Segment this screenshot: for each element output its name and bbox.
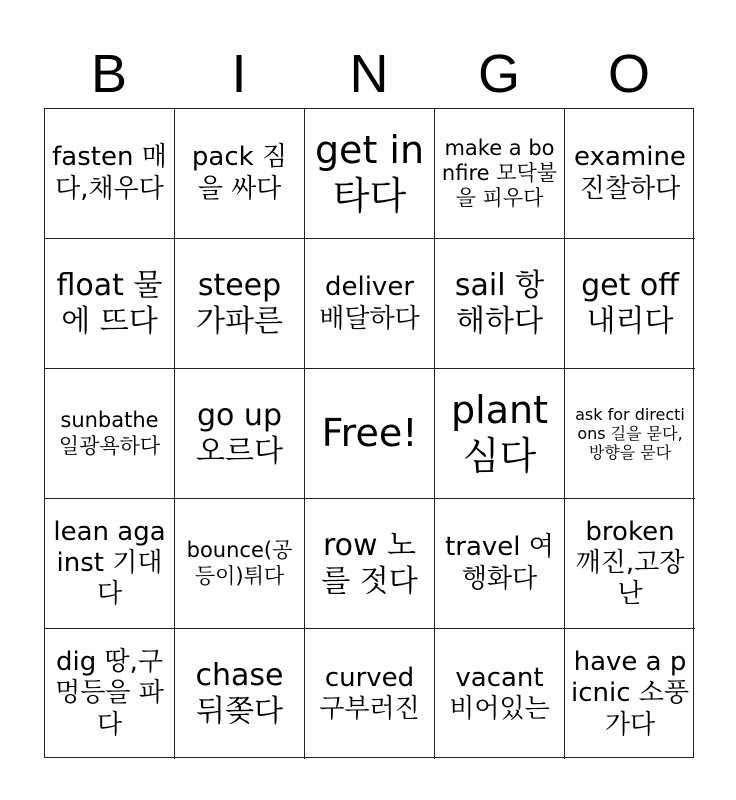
bingo-cell[interactable] [45,369,175,499]
cell-text: broken 깨진,고장난 [575,516,685,610]
bingo-cell[interactable] [175,499,305,629]
cell-text: deliver 배달하다 [319,272,420,334]
bingo-cell[interactable] [175,109,305,239]
bingo-cell[interactable] [175,629,305,759]
bingo-cell[interactable] [435,239,565,369]
cell-text: vacant 비어있는 [449,662,550,724]
bingo-cell[interactable] [565,369,695,499]
bingo-cell[interactable] [175,369,305,499]
bingo-cell[interactable] [305,109,435,239]
cell-text: bounce(공등이)튀다 [186,538,293,588]
bingo-cell[interactable] [565,499,695,629]
cell-text: travel 여행화다 [445,532,554,594]
bingo-cell[interactable] [45,629,175,759]
cell-text: row 노를 젓다 [321,527,418,599]
bingo-cell[interactable] [435,629,565,759]
bingo-cell[interactable] [45,109,175,239]
cell-text: have a picnic 소풍가다 [571,647,690,740]
cell-text: pack 짐을 싸다 [191,142,288,204]
cell-text: get in 타다 [314,127,425,218]
cell-text: dig 땅,구멍등을 파다 [55,647,164,740]
bingo-cell[interactable] [565,629,695,759]
cell-text: sunbathe 일광욕하다 [58,408,161,458]
header-letter-n: N [349,44,389,104]
cell-text: curved 구부러진 [319,662,420,724]
bingo-cell[interactable] [435,499,565,629]
bingo-cell[interactable] [435,109,565,239]
header-letter-b: B [90,44,128,104]
cell-text: plant 심다 [451,387,548,478]
cell-text: get off 내리다 [581,267,679,339]
bingo-cell[interactable] [305,239,435,369]
cell-text: sail 항해하다 [454,267,545,339]
cell-text: lean against 기대다 [53,516,166,610]
bingo-header [44,40,694,108]
bingo-cell[interactable] [565,239,695,369]
free-space[interactable] [305,369,435,499]
bingo-cell[interactable] [175,239,305,369]
bingo-cell[interactable] [45,239,175,369]
cell-text: float 물에 뜨다 [56,267,163,339]
bingo-board [44,108,694,758]
cell-text: ask for directions 길을 묻다,방향을 묻다 [575,404,685,463]
cell-text: fasten 매다,채우다 [52,142,167,204]
header-letter-o: O [607,44,650,104]
cell-text: steep 가파른 [196,267,283,339]
bingo-cell[interactable] [435,369,565,499]
bingo-cell[interactable] [305,499,435,629]
cell-text: Free! [321,410,418,455]
header-letter-i: I [231,44,247,104]
bingo-cell[interactable] [45,499,175,629]
bingo-cell[interactable] [565,109,695,239]
cell-text: make a bonfire 모닥불을 피우다 [441,135,558,211]
header-letter-g: G [477,44,520,104]
cell-text: go up 오르다 [196,397,283,469]
bingo-cell[interactable] [305,629,435,759]
cell-text: chase 뒤쫒다 [195,658,284,729]
cell-text: examine 진찰하다 [574,142,686,204]
